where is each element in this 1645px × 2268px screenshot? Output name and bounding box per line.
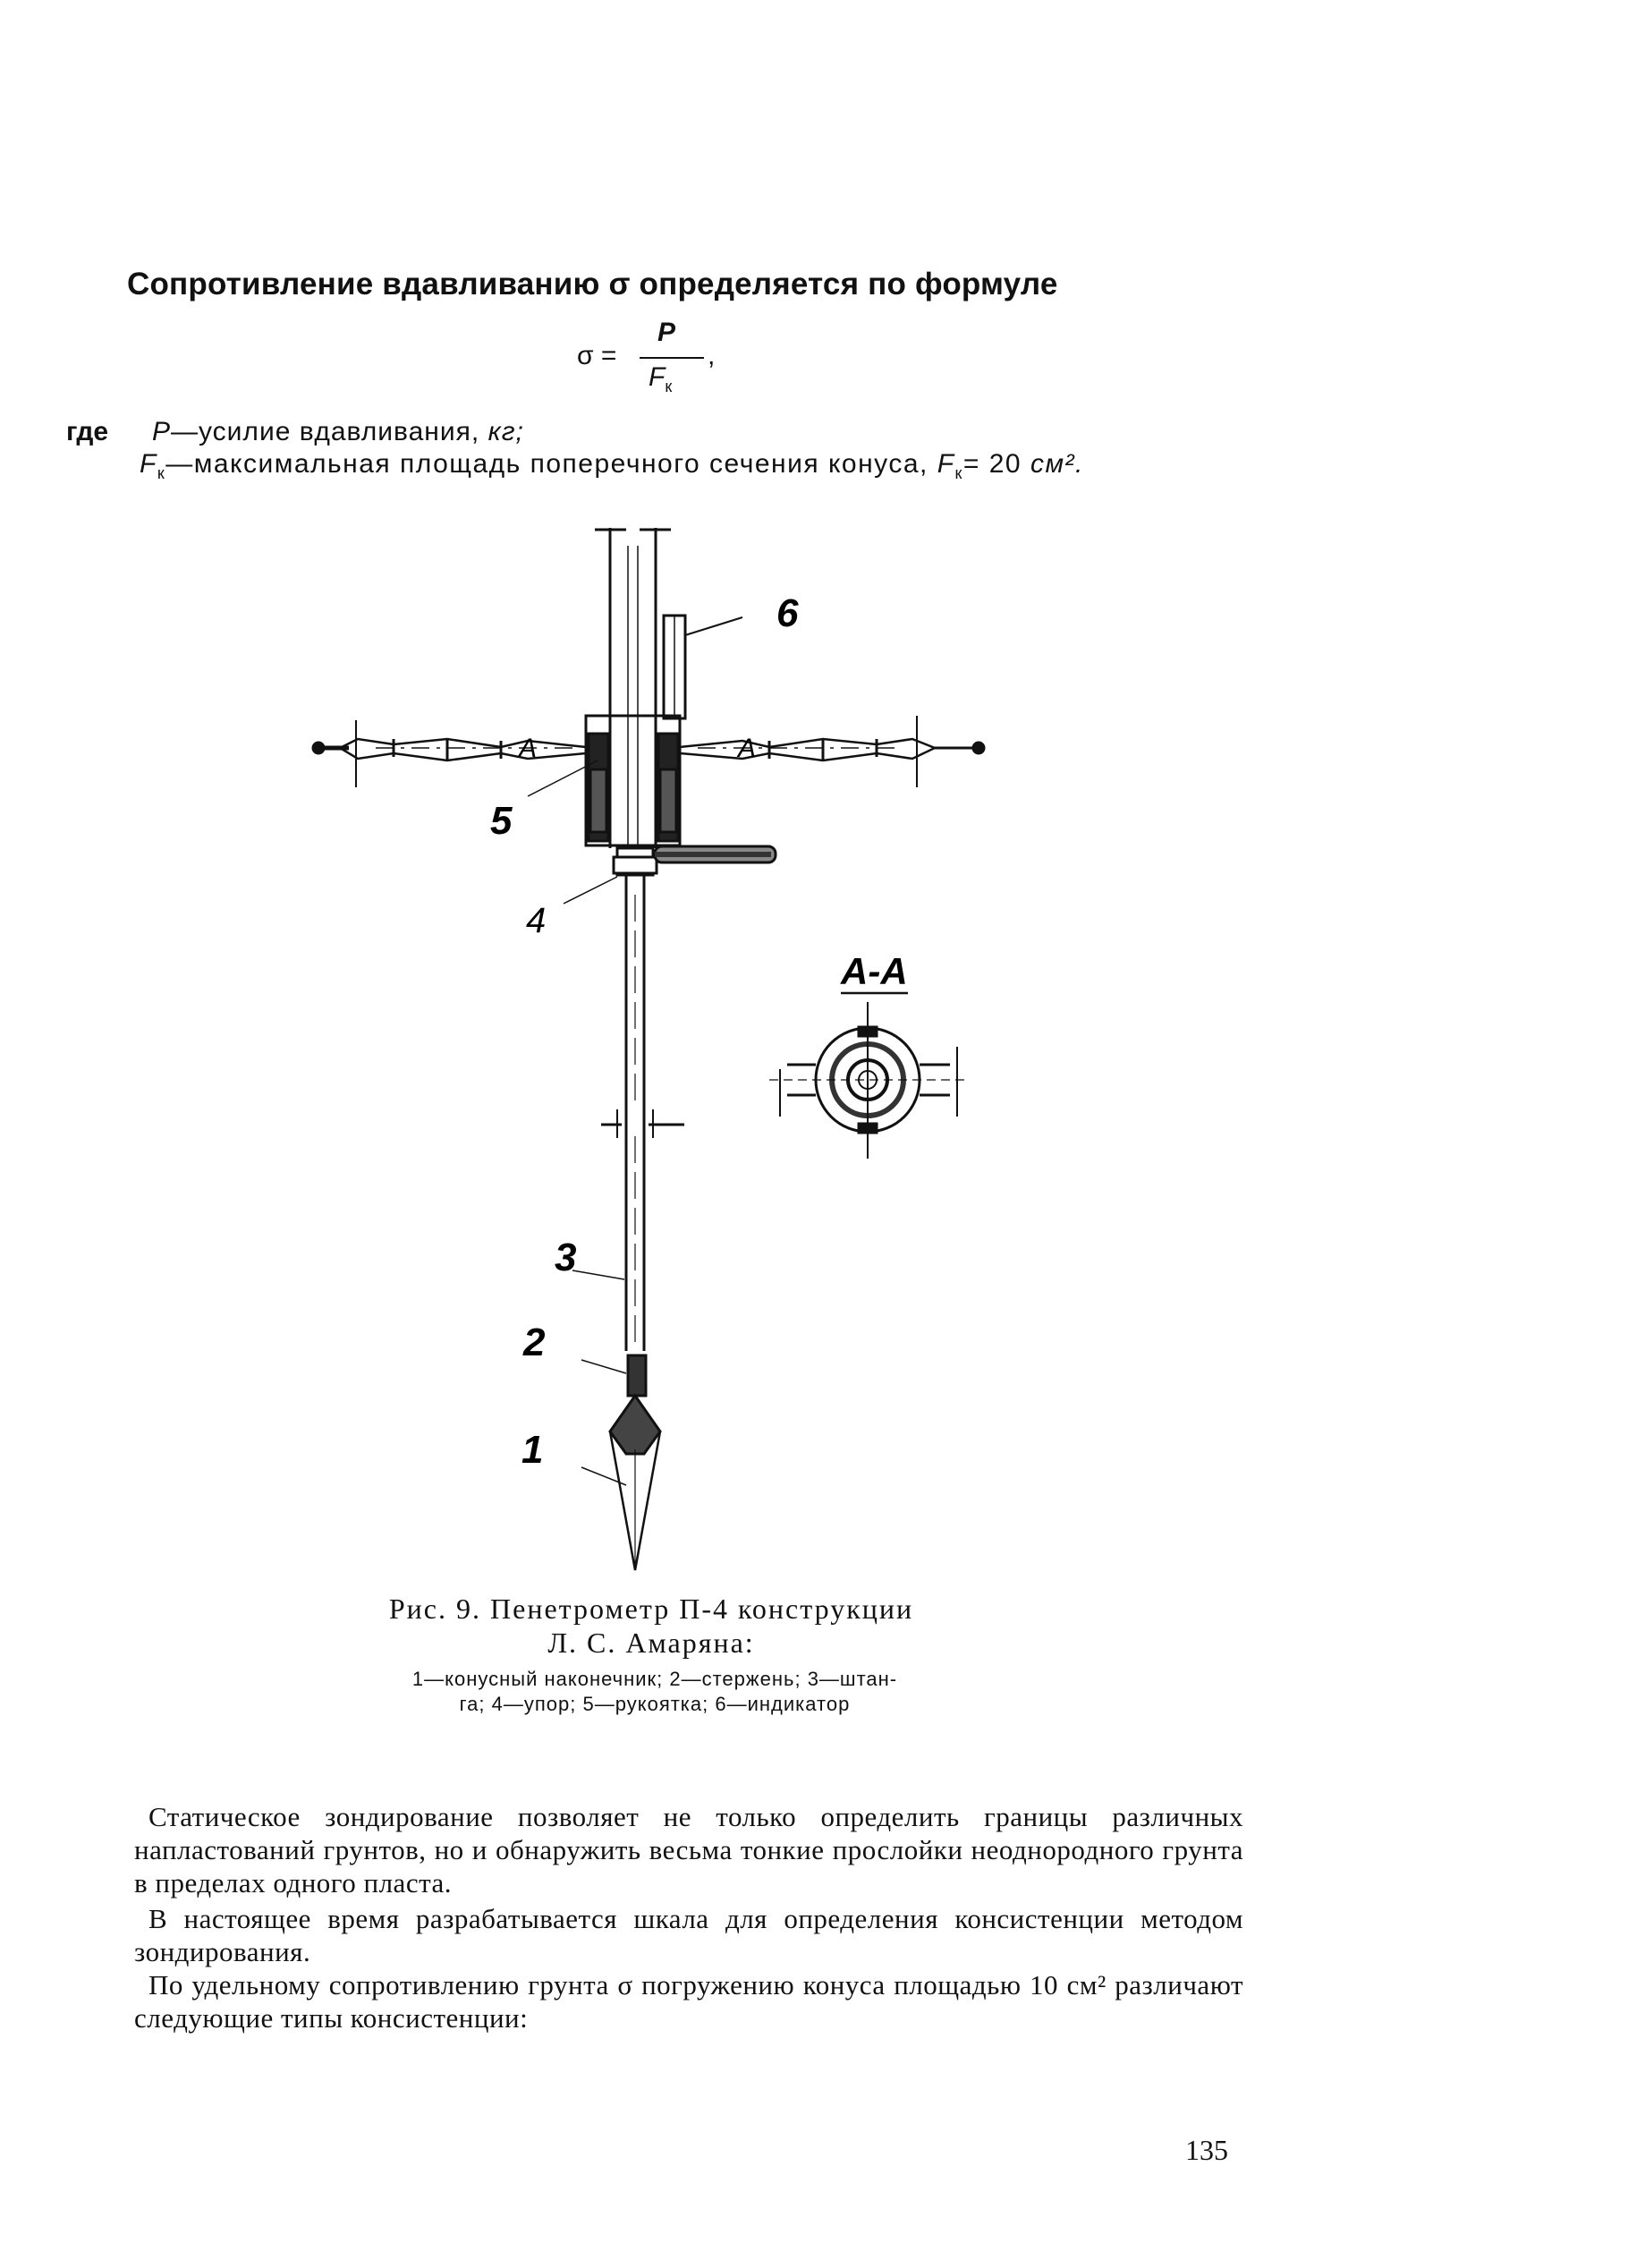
figure-caption: Рис. 9. Пенетрометр П-4 конструкции [388,1593,914,1625]
where-word: где [66,417,109,446]
paragraph-3: По удельному сопротивлению грунта σ погружению конуса площадью 10 см² различают следующие типы консистенции: [134,1969,1243,2034]
cone-head [610,1396,660,1454]
formula-intro: Сопротивление вдавливанию σ определяется по формуле [127,267,1058,302]
label-3: 3 [555,1236,577,1279]
section-mark-left: А [519,734,538,763]
right-handle [680,739,935,760]
figure-caption-author: Л. С. Амаряна: [547,1627,755,1659]
inner-rod [628,1355,646,1396]
label-1: 1 [521,1428,544,1472]
formula-comma: , [708,341,716,370]
paragraph-1: Статическое зондирование позволяет не только определить границы различных напластований грунтов, но и обнаружить весьма тонкие прослойки неоднородного грунта в пределах одного пласта. [134,1801,1243,1898]
label-4: 4 [526,901,547,940]
figure-legend: 1—конусный наконечник; 2—стержень; 3—штан- га; 4—упор; 5—рукоятка; 6—индикатор [411,1668,898,1715]
paragraph-2: В настоящее время разрабатывается шкала для определения консистенции методом зондирования. [134,1903,1243,1967]
page-number: 135 [1185,2134,1228,2166]
formula-denominator: $F_к$ [649,362,673,395]
left-handle [340,739,586,760]
formula-lhs: σ = [577,341,617,370]
label-5: 5 [490,799,513,843]
label-2: 2 [523,1321,546,1364]
formula-numerator: P [657,318,676,347]
definition-p: P—усилие вдавливания, кг; [152,417,524,446]
label-6: 6 [776,591,799,635]
definition-f: $F_к—максимальная$ площадь поперечного сечения конуса, $F_к= 20$ см². [140,449,1084,482]
section-mark-right: А [738,734,757,763]
section-a-a [769,1002,966,1159]
section-title: А-А [841,950,908,992]
